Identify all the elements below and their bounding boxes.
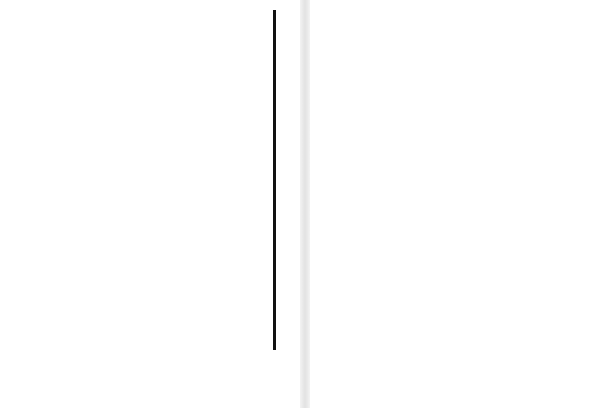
left-page-numbers [10, 380, 290, 394]
right-toc-columns [320, 10, 600, 370]
right-page-numbers [320, 380, 600, 394]
right-page [310, 0, 610, 408]
book-gutter [300, 0, 310, 408]
page-number [122, 380, 132, 394]
page-number [548, 380, 558, 394]
left-page [0, 0, 300, 408]
page-number [455, 380, 465, 394]
page-number [362, 380, 372, 394]
page-number [168, 380, 178, 394]
page-number [75, 380, 85, 394]
page-number [215, 380, 225, 394]
page-number [262, 380, 272, 394]
page-number [28, 380, 38, 394]
left-toc-columns [10, 10, 290, 370]
